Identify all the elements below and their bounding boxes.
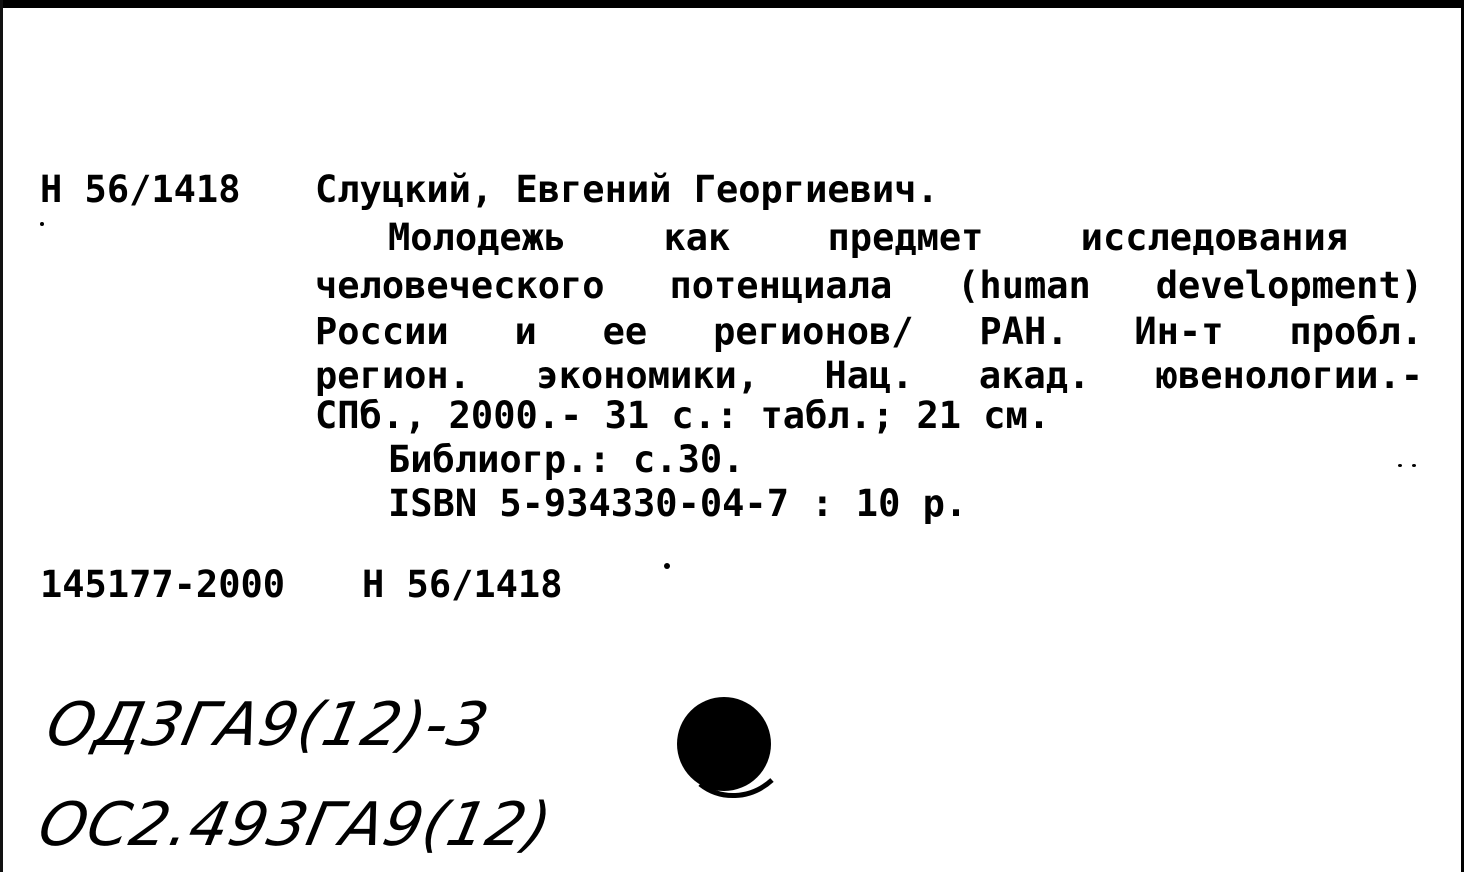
author-heading: Слуцкий, Евгений Георгиевич. [315,168,939,211]
title-line-1-text: Молодежь как предмет исследования [388,216,1348,259]
isbn-price: ISBN 5-934330-04-7 : 10 р. [388,482,968,525]
title-line-3 [315,310,1423,354]
card-left-edge [0,0,3,872]
title-line-4-text: регион. экономики, Нац. акад. ювенологии.- [315,354,1423,397]
scan-speck [664,563,670,569]
accession-number: 145177-2000 [40,563,286,606]
shelf-mark-bottom: Н 56/1418 [362,563,563,606]
title-line-1 [388,216,1348,260]
punch-hole-tear [690,770,780,810]
title-line-3-text: России и ее регионов/ РАН. Ин-т пробл. [315,310,1423,353]
scan-speck [1398,464,1402,467]
handwritten-classification-2: ОС2.493ГА9(12) [32,790,559,860]
handwritten-classification-1: ОД3ГА9(12)-3 [40,690,496,760]
imprint-line: СПб., 2000.- 31 с.: табл.; 21 см. [315,394,1051,437]
title-line-4 [315,354,1423,398]
title-line-2-text: человеческого потенциала (human development) [315,264,1423,307]
scan-speck [40,222,44,226]
title-line-2 [315,264,1423,308]
scan-speck [1412,464,1416,467]
shelf-mark: Н 56/1418 [40,168,241,211]
card-top-edge [0,0,1464,8]
bibliography-note: Библиогр.: с.30. [388,438,745,481]
